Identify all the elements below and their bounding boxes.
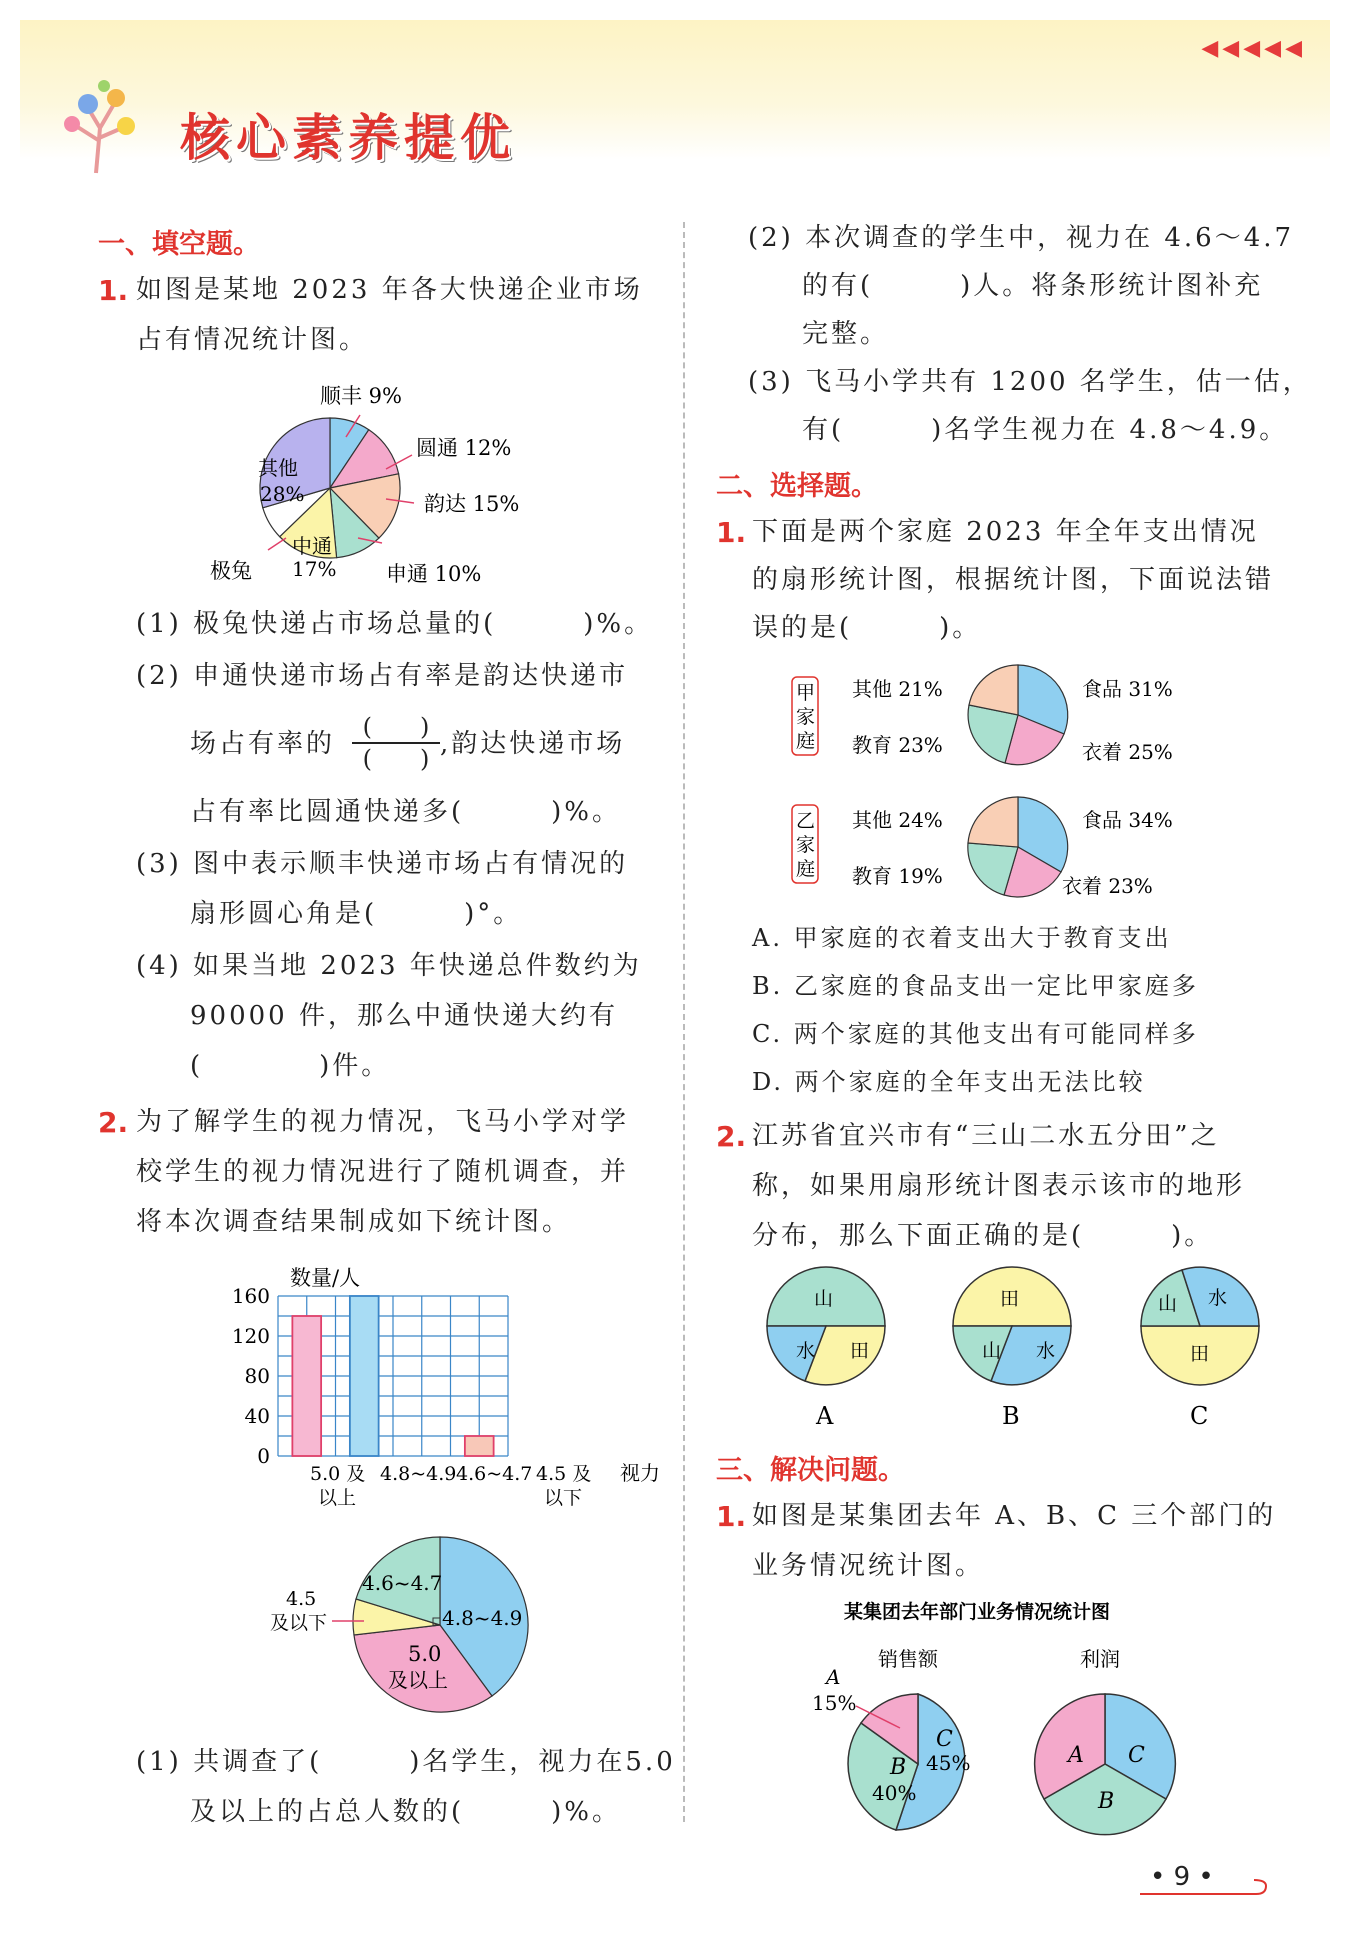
q1-part2-line2b: ,韵达快递市场	[440, 729, 626, 759]
fraction-blank[interactable]: ( ) ( )	[352, 712, 440, 774]
jia-label-1: 甲	[796, 682, 816, 704]
q2-part3-line2: 有( )名学生视力在 4.8～4.9。	[802, 415, 1289, 445]
q1-part4-line1: (4) 如果当地 2023 年快递总件数约为	[136, 951, 642, 981]
q1-number: 1.	[98, 274, 129, 307]
terrain-a-tian: 田	[850, 1340, 870, 1362]
terrain-c-shui: 水	[1208, 1287, 1228, 1309]
q1-part2-line1: (2) 申通快递市场占有率是韵达快递市	[136, 661, 629, 691]
label-yunda: 韵达 15%	[424, 492, 520, 516]
sales-label-b-value: 40%	[872, 1781, 917, 1805]
yi-slice-other	[968, 797, 1018, 847]
q1-text-line1: 如图是某地 2023 年各大快递企业市场	[136, 275, 643, 305]
jia-label-clothing: 衣着 25%	[1082, 740, 1173, 764]
c1-text-line2: 的扇形统计图，根据统计图，下面说法错	[752, 565, 1275, 595]
terrain-pie-options	[760, 1260, 1280, 1440]
section-solve: 三、解决问题。	[716, 1455, 905, 1486]
courier-pie-chart	[200, 375, 560, 590]
bar-1	[350, 1296, 379, 1456]
label-shunfeng: 顺丰 9%	[320, 384, 402, 408]
q1-part4-line2: 90000 件，那么中通快递大约有	[190, 1001, 618, 1031]
r1-text-line1: 如图是某集团去年 A、B、C 三个部门的	[752, 1501, 1277, 1531]
label-other: 其他	[258, 456, 298, 480]
sales-label-a: A	[826, 1665, 841, 1689]
label-zhongtong: 中通	[292, 534, 332, 558]
c1-option-d[interactable]: D. 两个家庭的全年支出无法比较	[752, 1068, 1146, 1096]
terrain-b-tian: 田	[1000, 1288, 1020, 1310]
q1-text-line2: 占有情况统计图。	[136, 325, 369, 355]
bar-ytick: 0	[257, 1444, 270, 1468]
q2-part1-line1: (1) 共调查了( )名学生，视力在5.0	[136, 1747, 676, 1777]
bar-ylabel: 数量/人	[290, 1266, 361, 1290]
terrain-a-shui: 水	[796, 1340, 816, 1362]
c2-text-line2: 称，如果用扇形统计图表示该市的地形	[752, 1171, 1246, 1201]
terrain-option-b-label: B	[1002, 1402, 1020, 1430]
group-chart-title: 某集团去年部门业务情况统计图	[844, 1601, 1111, 1623]
bar-xtick-1a: 5.0 及	[310, 1463, 366, 1485]
label-jitu: 极兔	[210, 559, 252, 583]
profit-label-c: C	[1128, 1743, 1145, 1768]
vision-pie-chart	[270, 1535, 540, 1725]
jia-label-food: 食品 31%	[1082, 677, 1173, 701]
c1-text-line3: 误的是( )。	[752, 613, 982, 643]
c2-number: 2.	[716, 1120, 747, 1153]
sales-label-b: B	[890, 1755, 907, 1780]
q1-part4-line3: ( )件。	[190, 1051, 391, 1081]
c1-option-b[interactable]: B. 乙家庭的食品支出一定比甲家庭多	[752, 972, 1199, 1000]
header-banner	[20, 20, 1330, 167]
section-choice: 二、选择题。	[716, 471, 878, 502]
c1-option-a[interactable]: A. 甲家庭的衣着支出大于教育支出	[752, 924, 1172, 952]
terrain-b-shan: 山	[982, 1340, 1002, 1362]
bar-ytick: 40	[244, 1404, 270, 1428]
q2-text-line1: 为了解学生的视力情况，飞马小学对学	[136, 1107, 630, 1137]
vision-label-45a: 4.5	[286, 1588, 317, 1610]
section-fill-in: 一、填空题。	[98, 229, 260, 260]
bar-ytick: 80	[244, 1364, 270, 1388]
bar-xtick-3: 4.6~4.7	[456, 1463, 533, 1485]
q1-part1: (1) 极兔快递占市场总量的( )%。	[136, 609, 654, 639]
tree-logo-icon	[48, 68, 148, 178]
terrain-a-shan: 山	[814, 1288, 834, 1310]
bar-3	[465, 1436, 494, 1456]
label-other-value: 28%	[260, 482, 305, 506]
bar-yticks	[232, 1284, 270, 1468]
q1-part3-line2: 扇形圆心角是( )°。	[190, 899, 523, 929]
group-business-charts	[800, 1594, 1220, 1834]
q2-text-line2: 校学生的视力情况进行了随机调查，并	[136, 1157, 630, 1187]
bar-0	[292, 1316, 321, 1456]
yi-label-clothing: 衣着 23%	[1062, 874, 1153, 898]
vision-bar-chart	[170, 1260, 660, 1520]
yi-label-education: 教育 19%	[852, 864, 943, 888]
label-zhongtong-value: 17%	[292, 557, 337, 581]
yi-label-2: 家	[796, 834, 816, 856]
arrows-decoration: ◀◀◀◀◀	[1201, 36, 1306, 61]
vision-label-50a: 5.0	[408, 1642, 442, 1666]
page-number: • 9 •	[1150, 1862, 1214, 1892]
c2-text-line1: 江苏省宜兴市有“三山二水五分田”之	[752, 1121, 1220, 1151]
terrain-option-b-pie	[953, 1267, 1071, 1385]
q2-text-line3: 将本次调查结果制成如下统计图。	[136, 1207, 572, 1237]
bar-ytick: 120	[231, 1324, 270, 1348]
bar-xlabel: 视力	[620, 1461, 660, 1485]
group-subtitle-profit: 利润	[1080, 1647, 1120, 1671]
label-shentong: 申通 10%	[386, 562, 482, 586]
yi-label-other: 其他 24%	[852, 808, 943, 832]
family-pie-charts	[780, 655, 1200, 905]
column-divider	[683, 222, 685, 1822]
sales-label-a-value: 15%	[812, 1691, 857, 1715]
label-yuantong: 圆通 12%	[416, 436, 512, 460]
vision-label-50b: 及以上	[388, 1668, 448, 1692]
vision-label-48: 4.8~4.9	[442, 1606, 523, 1630]
q1-part2-line3: 占有率比圆通快递多( )%。	[190, 797, 621, 827]
q1-part3-line1: (3) 图中表示顺丰快递市场占有情况的	[136, 849, 629, 879]
r1-number: 1.	[716, 1500, 747, 1533]
bar-xtick-4a: 4.5 及	[536, 1463, 592, 1485]
c1-number: 1.	[716, 516, 747, 549]
jia-pie	[968, 665, 1068, 765]
q2-part3-line1: (3) 飞马小学共有 1200 名学生，估一估，	[748, 367, 1312, 397]
sales-label-c-value: 45%	[926, 1751, 971, 1775]
bar-xtick-2: 4.8~4.9	[380, 1463, 457, 1485]
yi-label-1: 乙	[796, 810, 816, 832]
q1-part2-line2: 场占有率的	[190, 729, 336, 759]
c1-option-c[interactable]: C. 两个家庭的其他支出有可能同样多	[752, 1020, 1199, 1048]
q2-part2-line1: (2) 本次调查的学生中，视力在 4.6～4.7	[748, 223, 1295, 253]
terrain-b-shui: 水	[1036, 1340, 1056, 1362]
q2-number: 2.	[98, 1106, 129, 1139]
terrain-option-c-pie	[1141, 1267, 1259, 1385]
terrain-c-tian: 田	[1190, 1343, 1210, 1365]
terrain-c-shan: 山	[1158, 1293, 1178, 1315]
jia-label-3: 庭	[796, 730, 816, 752]
terrain-option-c-label: C	[1190, 1402, 1209, 1430]
terrain-option-a-label: A	[816, 1402, 834, 1430]
yi-label-food: 食品 34%	[1082, 808, 1173, 832]
profit-label-b: B	[1098, 1789, 1115, 1814]
bar-xtick-4b: 以下	[544, 1487, 583, 1509]
c2-text-line3: 分布，那么下面正确的是( )。	[752, 1221, 1214, 1251]
yi-pie	[968, 797, 1068, 897]
profit-label-a: A	[1068, 1743, 1084, 1768]
sales-label-c: C	[936, 1727, 953, 1752]
bar-ytick: 160	[231, 1284, 270, 1308]
vision-label-46: 4.6~4.7	[362, 1571, 443, 1595]
bar-xtick-1b: 以上	[318, 1487, 357, 1509]
jia-label-other: 其他 21%	[852, 677, 943, 701]
banner-title: 核心素养提优	[180, 109, 516, 167]
group-subtitle-sales: 销售额	[878, 1647, 938, 1671]
c1-text-line1: 下面是两个家庭 2023 年全年支出情况	[752, 517, 1259, 547]
jia-label-education: 教育 23%	[852, 733, 943, 757]
r1-text-line2: 业务情况统计图。	[752, 1551, 985, 1581]
q2-part2-line3: 完整。	[802, 319, 890, 349]
yi-label-3: 庭	[796, 858, 816, 880]
vision-label-45b: 及以下	[270, 1612, 328, 1634]
q2-part1-line2: 及以上的占总人数的( )%。	[190, 1797, 621, 1827]
q2-part2-line2: 的有( )人。将条形统计图补充	[802, 271, 1264, 301]
page-number-underline	[1140, 1880, 1270, 1900]
jia-label-2: 家	[796, 706, 816, 728]
terrain-option-a-pie	[767, 1267, 885, 1385]
